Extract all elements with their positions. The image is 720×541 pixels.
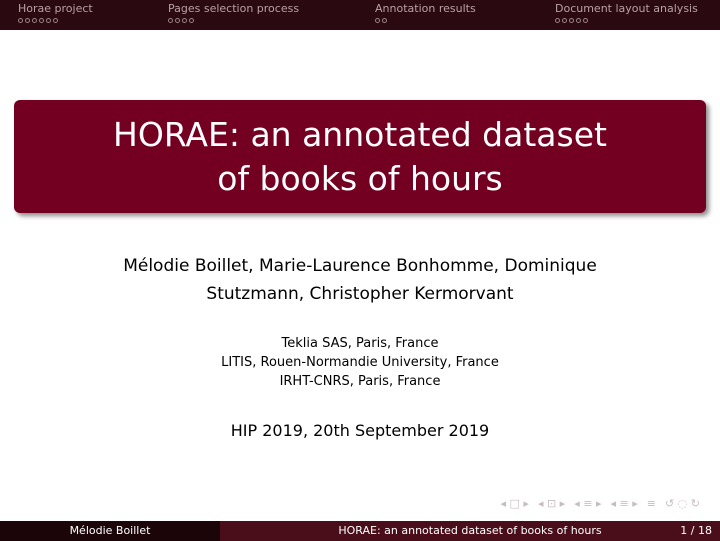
prev-next-document-icon[interactable]: ◂ ≡ ▸ (610, 497, 638, 510)
nav-section-annotation-results[interactable] (375, 2, 476, 23)
nav-section-label: Horae project (18, 2, 93, 15)
footer-bar (0, 521, 720, 541)
frame-dot[interactable] (182, 18, 187, 23)
frame-dot[interactable] (175, 18, 180, 23)
nav-section-horae-project[interactable] (18, 2, 93, 23)
title-line-2: of books of hours (217, 158, 503, 198)
nav-section-dots (555, 18, 698, 23)
prev-next-frame-icon[interactable]: ◂ □ ▸ (500, 497, 529, 510)
nav-section-label: Pages selection process (168, 2, 300, 15)
section-navigation-bar (0, 0, 720, 30)
authors-line-1: Mélodie Boillet, Marie-Laurence Bonhomme, Dominique (123, 256, 597, 276)
frame-dot[interactable] (555, 18, 560, 23)
nav-section-label: Annotation results (375, 2, 476, 15)
affiliation-irht: IRHT-CNRS, Paris, France (279, 374, 441, 389)
nav-section-label: Document layout analysis (555, 2, 698, 15)
nav-section-dots (18, 18, 93, 23)
nav-section-document-layout[interactable] (555, 2, 698, 23)
footer-title-area (220, 521, 720, 541)
nav-section-dots (375, 18, 476, 23)
affiliation-teklia: Teklia SAS, Paris, France (281, 336, 439, 351)
frame-dot[interactable] (168, 18, 173, 23)
frame-dot[interactable] (39, 18, 44, 23)
footer-title: HORAE: an annotated dataset of books of hours (338, 524, 602, 537)
frame-dot[interactable] (562, 18, 567, 23)
prev-next-section-icon[interactable]: ◂ ≡ ▸ (574, 497, 602, 510)
appendix-icon[interactable]: ≡ (646, 497, 656, 510)
affiliations (0, 334, 720, 391)
frame-dot[interactable] (46, 18, 51, 23)
event-date: HIP 2019, 20th September 2019 (230, 421, 490, 440)
nav-section-pages-selection[interactable] (168, 2, 299, 23)
nav-section-dots (168, 18, 299, 23)
frame-dot[interactable] (382, 18, 387, 23)
title-box (14, 100, 706, 213)
frame-dot[interactable] (25, 18, 30, 23)
frame-dot[interactable] (189, 18, 194, 23)
frame-dot[interactable] (53, 18, 58, 23)
search-back-forward-icon[interactable]: ↺ ◌ ↻ (664, 497, 700, 510)
beamer-navigation-symbols (501, 497, 700, 510)
frame-dot[interactable] (576, 18, 581, 23)
frame-dot[interactable] (569, 18, 574, 23)
frame-dot[interactable] (32, 18, 37, 23)
frame-dot[interactable] (18, 18, 23, 23)
affiliation-litis: LITIS, Rouen-Normandie University, France (221, 355, 499, 370)
frame-dot[interactable] (375, 18, 380, 23)
title-line-1: HORAE: an annotated dataset (113, 114, 607, 154)
authors-line-2: Stutzmann, Christopher Kermorvant (206, 284, 514, 304)
authors (0, 252, 720, 308)
frame-dot[interactable] (583, 18, 588, 23)
prev-next-subsection-icon[interactable]: ◂ ⊡ ▸ (537, 497, 566, 510)
page-number: 1 / 18 (680, 524, 712, 537)
footer-author: Mélodie Boillet (0, 521, 220, 541)
